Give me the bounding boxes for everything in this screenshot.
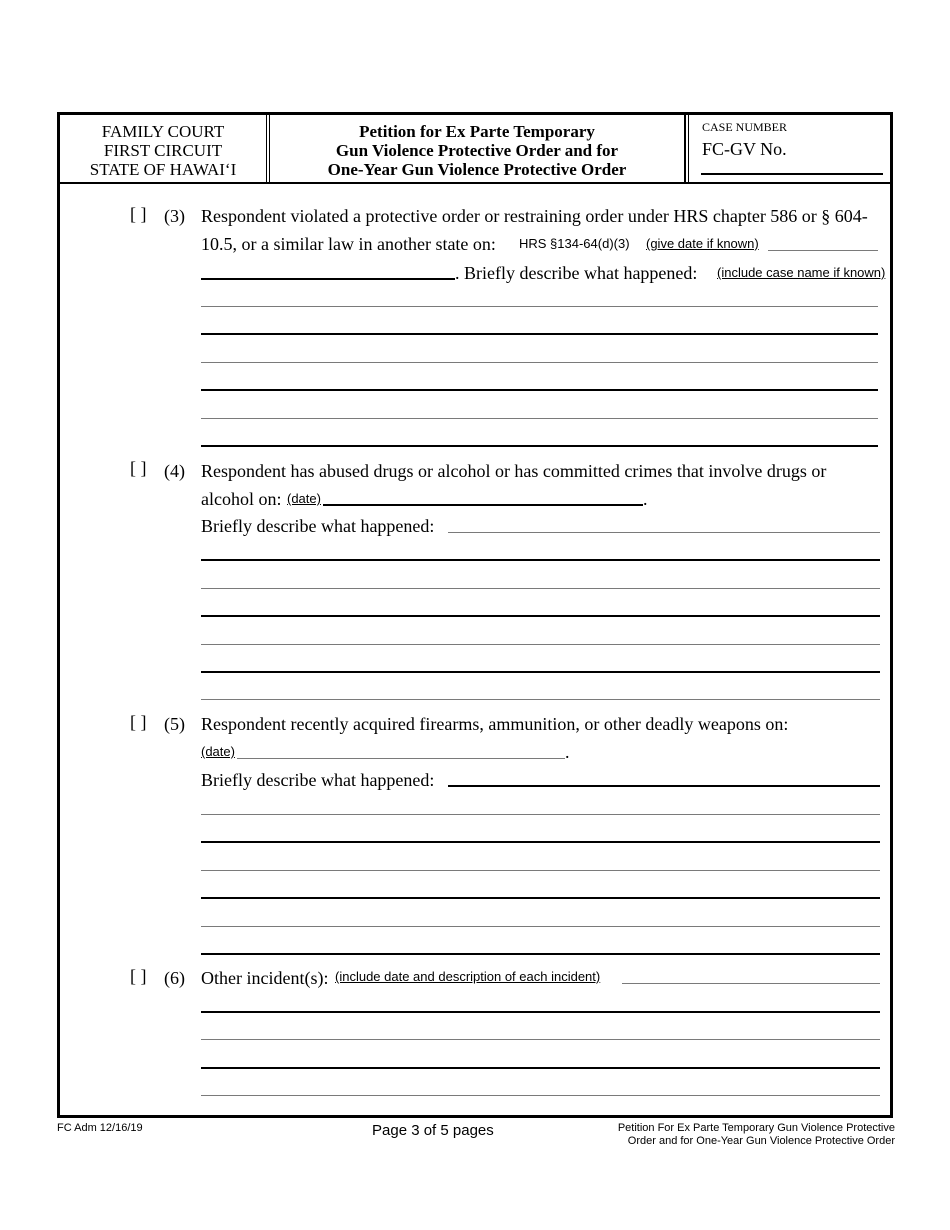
court-block — [60, 115, 267, 182]
case-number-prefix: FC-GV No. — [702, 139, 787, 159]
item-4-date-hint: (date) — [287, 491, 321, 506]
form-title-block — [269, 115, 686, 182]
item-5-checkbox[interactable]: [ ] — [130, 712, 147, 732]
form-title-line2: Gun Violence Protective Order and for — [335, 141, 619, 160]
item-3-line[interactable] — [201, 389, 878, 391]
item-3-citation: HRS §134-64(d)(3) — [519, 236, 630, 251]
court-state: STATE OF HAWAI‘I — [89, 160, 237, 179]
item-5-line[interactable] — [201, 814, 880, 815]
item-4-number: (4) — [164, 461, 185, 481]
item-6-hint: (include date and description of each incident) — [335, 969, 601, 984]
item-4-describe-label: Briefly describe what happened: — [201, 516, 435, 536]
item-4-line[interactable] — [201, 699, 880, 700]
item-5-line[interactable] — [201, 926, 880, 927]
footer-form-title — [618, 1122, 895, 1148]
item-3-checkbox[interactable]: [ ] — [130, 204, 147, 224]
item-4-period: . — [643, 489, 648, 509]
item-4-text-line1: Respondent has abused drugs or alcohol or has committed crimes that involve drugs or — [201, 461, 827, 481]
item-6-line[interactable] — [201, 1067, 880, 1069]
item-3-case-hint: (include case name if known) — [717, 265, 886, 280]
item-4-line[interactable] — [201, 559, 880, 561]
item-4-checkbox[interactable]: [ ] — [130, 458, 147, 478]
item-3-date-field[interactable] — [768, 250, 878, 251]
item-3-text-line2: 10.5, or a similar law in another state on: — [201, 234, 496, 254]
item-4-text-line2: alcohol on: — [201, 489, 282, 509]
item-3-line[interactable] — [201, 333, 878, 335]
footer-page-number: Page 3 of 5 pages — [372, 1122, 494, 1139]
item-5-date-field[interactable] — [237, 758, 565, 759]
item-6-number: (6) — [164, 968, 185, 988]
item-6-checkbox[interactable]: [ ] — [130, 966, 147, 986]
item-5-line[interactable] — [201, 897, 880, 899]
item-6-line[interactable] — [201, 1011, 880, 1013]
item-4-line[interactable] — [201, 644, 880, 645]
item-3-line[interactable] — [201, 306, 878, 307]
case-number-label: CASE NUMBER — [702, 120, 788, 134]
item-3-text-line3: . Briefly describe what happened: — [455, 263, 698, 283]
item-5-text-line1: Respondent recently acquired firearms, ammunition, or other deadly weapons on: — [201, 714, 789, 734]
form-title-line3: One-Year Gun Violence Protective Order — [327, 160, 627, 179]
item-3-line[interactable] — [201, 362, 878, 363]
item-3-line[interactable] — [201, 445, 878, 447]
footer-form-title-line1: Petition For Ex Parte Temporary Gun Violence Protective — [617, 1122, 895, 1134]
item-3-number: (3) — [164, 206, 185, 226]
footer-form-title-line2: Order and for One-Year Gun Violence Protective Order — [627, 1135, 895, 1147]
item-3-text-line1: Respondent violated a protective order or restraining order under HRS chapter 586 or § 604- — [201, 206, 868, 226]
item-5-describe-label: Briefly describe what happened: — [201, 770, 435, 790]
item-4-line[interactable] — [201, 615, 880, 617]
item-6-text-line1: Other incident(s): — [201, 968, 329, 988]
item-5-line[interactable] — [201, 870, 880, 871]
item-5-number: (5) — [164, 714, 185, 734]
item-5-date-hint: (date) — [201, 744, 235, 759]
item-5-line[interactable] — [448, 785, 880, 787]
item-3-date-field-cont[interactable] — [201, 278, 455, 280]
case-number-block — [688, 115, 891, 182]
item-6-line[interactable] — [622, 983, 880, 984]
item-4-line[interactable] — [448, 532, 880, 533]
item-6-line[interactable] — [201, 1039, 880, 1040]
case-number-field[interactable] — [701, 173, 883, 175]
item-3-line[interactable] — [201, 418, 878, 419]
item-4-date-field[interactable] — [323, 504, 643, 506]
item-4-line[interactable] — [201, 671, 880, 673]
item-5-line[interactable] — [201, 953, 880, 955]
item-3-date-hint: (give date if known) — [646, 236, 759, 251]
item-4-line[interactable] — [201, 588, 880, 589]
item-6-line[interactable] — [201, 1095, 880, 1096]
item-5-period: . — [565, 742, 570, 762]
item-5-line[interactable] — [201, 841, 880, 843]
form-header — [60, 115, 890, 184]
court-circuit: FIRST CIRCUIT — [103, 141, 223, 160]
footer-form-id: FC Adm 12/16/19 — [57, 1122, 143, 1134]
form-title-line1: Petition for Ex Parte Temporary — [359, 122, 595, 141]
court-name: FAMILY COURT — [101, 122, 225, 141]
